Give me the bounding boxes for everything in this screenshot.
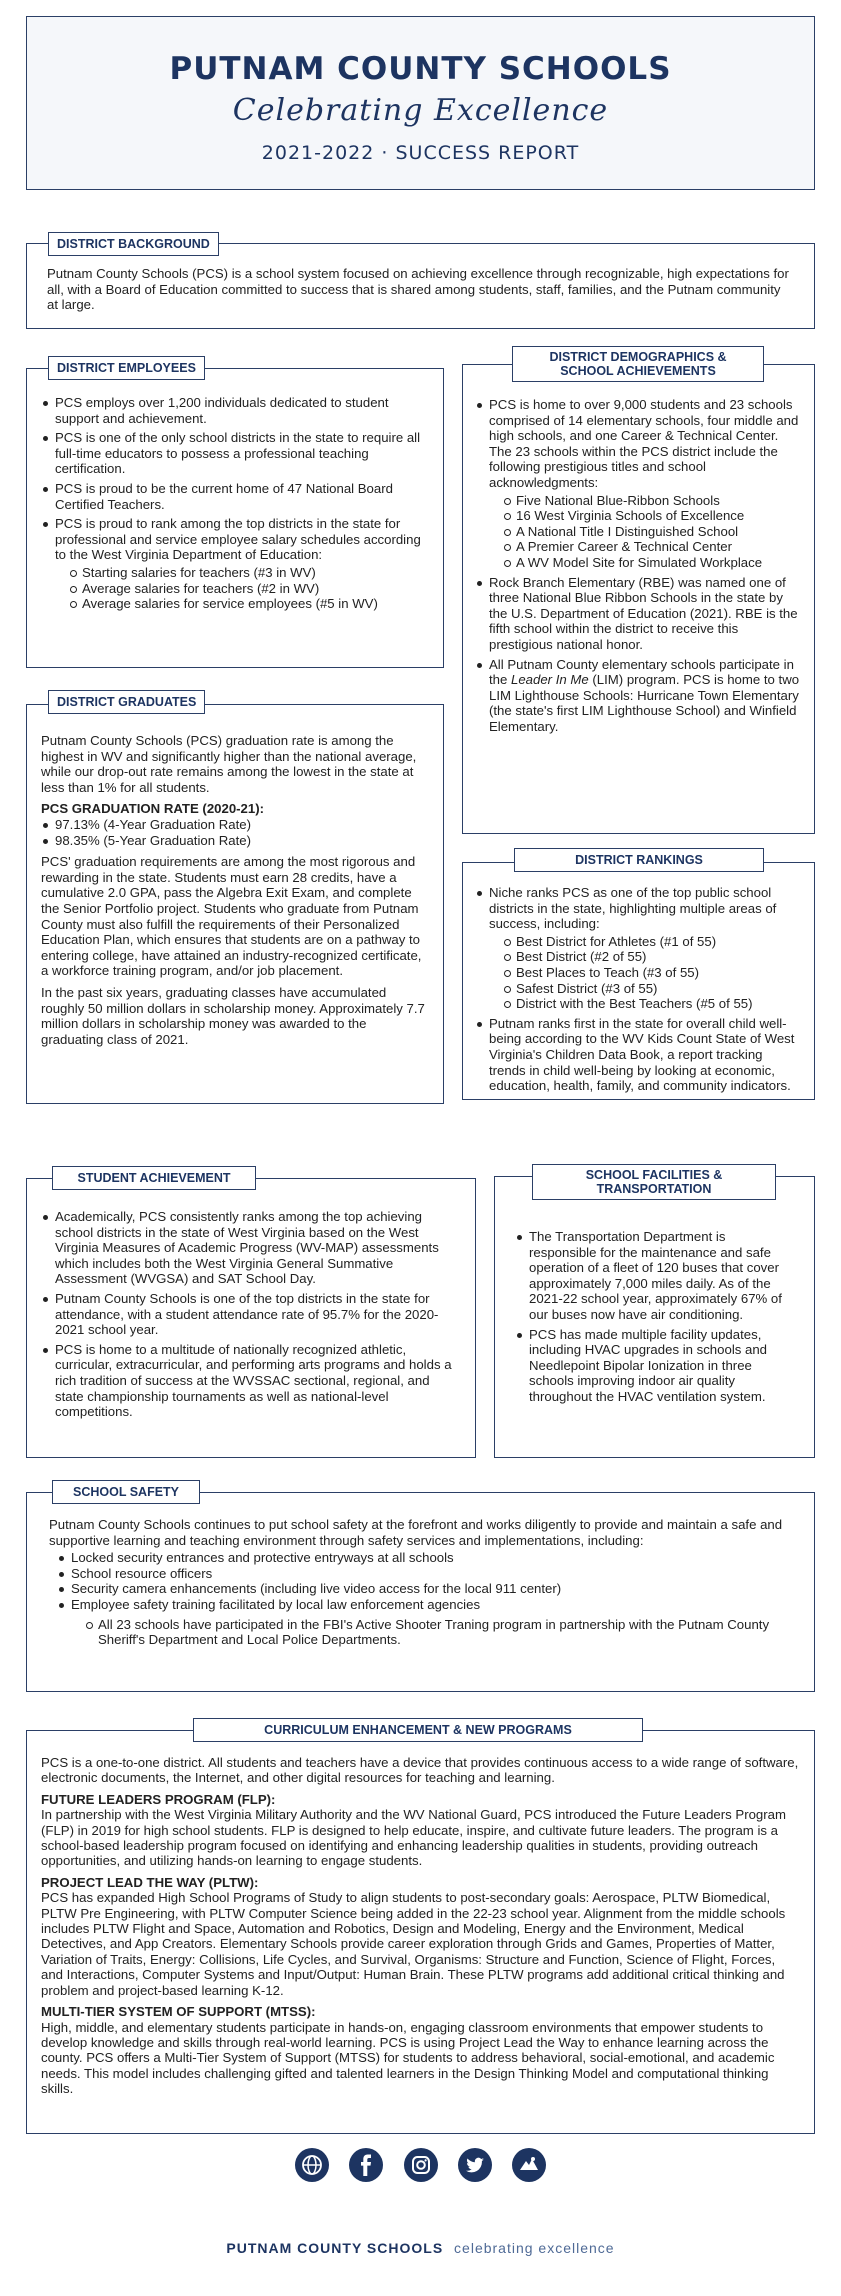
sub-item: Five National Blue-Ribbon Schools xyxy=(503,493,802,509)
report-header xyxy=(26,16,815,190)
sub-item: District with the Best Teachers (#5 of 55) xyxy=(503,996,802,1012)
footer xyxy=(0,2240,841,2256)
list-item: The Transportation Department is responsible for the maintenance and safe operation of a fleet of 120 buses that cover approximately 7,000 miles daily. As of the 2021-22 school year, approximately 67% of our buses now have air conditioning. xyxy=(515,1229,794,1323)
cloud-icon[interactable] xyxy=(512,2148,546,2182)
list-item xyxy=(57,1597,792,1648)
list-item: PCS has made multiple facility updates, including HVAC upgrades in schools and Needlepoint Bipolar Ionization in three schools improving indoor air quality throughout the HVAC ventilation system. xyxy=(515,1327,794,1405)
flp-heading: FUTURE LEADERS PROGRAM (FLP): xyxy=(41,1791,276,1807)
label-line: DISTRICT DEMOGRAPHICS & xyxy=(549,350,727,364)
label-line: TRANSPORTATION xyxy=(596,1182,712,1196)
list-item xyxy=(475,657,802,735)
list-item-text: (LIM) program. PCS is home to two LIM Lighthouse Schools: Hurricane Town Elementary (the state's first LIM Lighthouse School) and Winfield Elementary. xyxy=(489,672,800,734)
safety-label: SCHOOL SAFETY xyxy=(52,1480,200,1504)
sub-item: A Premier Career & Technical Center xyxy=(503,539,802,555)
employees-label: DISTRICT EMPLOYEES xyxy=(48,356,205,380)
facebook-icon[interactable] xyxy=(349,2148,383,2182)
pltw-text: PCS has expanded High School Programs of Study to align students to post-secondary goals: Aerospace, PLTW Biomedical, PLTW Pre Engineering, with PLTW Computer Science being added in the 22-23 school year. Alignment from the middle schools includes PLTW Flight and Space, Automation and Robotics, Design and Modeling, Energy and the Environment, Medical Detectives, and App Creators. Elementary Schools provide career exploration through Grids and Games, Properties of Matter, Variation of Traits, Energy: Collisions, Life Cycles, and Survival, Organisms: Structure and Function, Science of Flight, Forces, and Interactions, Computer Systems and Input/Output: Human Brain. These PLTW programs add additional critical thinking and problem and project-based learning K-12. xyxy=(41,1890,786,1998)
list-item: Academically, PCS consistently ranks among the top achieving school districts in the state of West Virginia based on the West Virginia Measures of Academic Progress (WV-MAP) assessments which includes both the West Virginia General Summative Assessment (WVGSA) and SAT School Day. xyxy=(41,1209,461,1287)
graduates-text: In the past six years, graduating classes have accumulated roughly 50 million dollars in scholarship money. Approximately 7.7 million dollars in scholarship money was awarded to the graduating class of 2021. xyxy=(41,984,425,1047)
facilities-label xyxy=(532,1164,776,1200)
employees-section xyxy=(26,368,444,668)
sub-item: All 23 schools have participated in the FBI's Active Shooter Traning program in partnership with the Putnam County Sheriff's Department and Local Police Departments. xyxy=(85,1617,792,1648)
pltw-heading: PROJECT LEAD THE WAY (PLTW): xyxy=(41,1874,259,1890)
list-item-text: Niche ranks PCS as one of the top public school districts in the state, highlighting multiple areas of success, including: xyxy=(489,885,777,932)
facilities-section xyxy=(494,1176,815,1458)
footer-name: PUTNAM COUNTY SCHOOLS xyxy=(226,2240,444,2256)
list-item: 97.13% (4-Year Graduation Rate) xyxy=(41,817,429,833)
mtss-text: High, middle, and elementary students participate in hands-on, engaging classroom environments that empower students to develop knowledge and skills through real-world learning. PCS is using Project Lead the Way to enhance learning across the county. PCS offers a Multi-Tier System of Support (MTSS) for students to address behavioral, social-emotional, and academic needs. This model includes challenging gifted and talented learners in the Design Thinking Model and computational thinking skills. xyxy=(41,2019,775,2097)
list-item: Rock Branch Elementary (RBE) was named one of three National Blue Ribbon Schools in the state by the U.S. Department of Education (2021). RBE is the fifth school within the district to receive this prestigious national honor. xyxy=(475,575,802,653)
sub-item: A WV Model Site for Simulated Workplace xyxy=(503,555,802,571)
background-label: DISTRICT BACKGROUND xyxy=(48,232,219,256)
safety-section xyxy=(26,1492,815,1692)
curriculum-label: CURRICULUM ENHANCEMENT & NEW PROGRAMS xyxy=(193,1718,643,1742)
page-title: PUTNAM COUNTY SCHOOLS xyxy=(169,51,672,87)
sub-item: Starting salaries for teachers (#3 in WV) xyxy=(69,565,429,581)
achievement-label: STUDENT ACHIEVEMENT xyxy=(52,1166,256,1190)
list-item xyxy=(475,885,802,1012)
report-subtitle: 2021-2022 · SUCCESS REPORT xyxy=(261,142,580,164)
sub-item: Best District for Athletes (#1 of 55) xyxy=(503,934,802,950)
list-item: School resource officers xyxy=(57,1566,792,1582)
demographics-section xyxy=(462,364,815,834)
list-item: PCS is proud to be the current home of 47 National Board Certified Teachers. xyxy=(41,481,429,512)
program-name: Leader In Me xyxy=(511,672,589,688)
footer-tagline: celebrating excellence xyxy=(454,2240,615,2256)
rankings-label: DISTRICT RANKINGS xyxy=(514,848,764,872)
globe-icon[interactable] xyxy=(295,2148,329,2182)
list-item: PCS is one of the only school districts in the state to require all full-time educators to possess a professional teaching certification. xyxy=(41,430,429,477)
mtss-heading: MULTI-TIER SYSTEM OF SUPPORT (MTSS): xyxy=(41,2004,316,2020)
list-item-text: All Putnam County elementary schools participate in the xyxy=(489,656,794,688)
label-line: SCHOOL FACILITIES & xyxy=(585,1168,723,1182)
rankings-section xyxy=(462,862,815,1100)
list-item: Putnam County Schools is one of the top districts in the state for attendance, with a student attendance rate of 95.7% for the 2020-2021 school year. xyxy=(41,1291,461,1338)
sub-item: 16 West Virginia Schools of Excellence xyxy=(503,508,802,524)
script-tagline: Celebrating Excellence xyxy=(232,93,609,128)
sub-item: Average salaries for teachers (#2 in WV) xyxy=(69,581,429,597)
social-links xyxy=(0,2148,841,2182)
list-item: PCS is home to a multitude of nationally recognized athletic, curricular, extracurricular, and performing arts programs and holds a rich tradition of success at the WVSSAC sectional, regional, and state championship tournaments as well as national-level competitions. xyxy=(41,1342,461,1420)
list-item: PCS employs over 1,200 individuals dedicated to student support and achievement. xyxy=(41,395,429,426)
curriculum-intro: PCS is a one-to-one district. All students and teachers have a device that provides continuous access to a wide range of software, electronic documents, the Internet, and other digital resources for teaching and learning. xyxy=(41,1755,799,1786)
curriculum-section xyxy=(26,1730,815,2134)
list-item: Security camera enhancements (including live video access for the local 911 center) xyxy=(57,1581,792,1597)
list-item xyxy=(475,397,802,571)
instagram-icon[interactable] xyxy=(404,2148,438,2182)
flp-text: In partnership with the West Virginia Military Authority and the WV National Guard, PCS introduced the Future Leaders Program (FLP) in 2019 for high school students. FLP is designed to help educate, inspire, and cultivate future leaders. The program is a school-based leadership program focused on identifying and enhancing leadership qualities in students, providing outreach opportunities, and utilizing hands-on learning to engage students. xyxy=(41,1807,786,1869)
list-item: Putnam ranks first in the state for overall child well-being according to the WV Kids Count State of West Virginia's Children Data Book, a report tracking trends in child well-being by looking at economic, education, health, family, and community indicators. xyxy=(475,1016,802,1094)
sub-item: Average salaries for service employees (#5 in WV) xyxy=(69,596,429,612)
list-item: Locked security entrances and protective entryways at all schools xyxy=(57,1550,792,1566)
safety-intro: Putnam County Schools continues to put school safety at the forefront and works diligently to provide and maintain a safe and supportive learning and teaching environment through safety services and implementations, including: xyxy=(49,1517,783,1548)
list-item-text: PCS is proud to rank among the top districts in the state for professional and service employee salary schedules according to the West Virginia Department of Education: xyxy=(55,516,421,563)
list-item-text: Employee safety training facilitated by local law enforcement agencies xyxy=(71,1596,481,1612)
achievement-section xyxy=(26,1178,476,1458)
sub-item: Safest District (#3 of 55) xyxy=(503,981,802,997)
background-text: Putnam County Schools (PCS) is a school system focused on achieving excellence through recognizable, high expectations for all, with a Board of Education committed to success that is shared among students, staff, families, and the Putnam community at large. xyxy=(47,266,789,313)
graduates-label: DISTRICT GRADUATES xyxy=(48,690,205,714)
graduates-text: PCS' graduation requirements are among the most rigorous and rewarding in the state. Students must earn 28 credits, have a cumulative 2.0 GPA, pass the Algebra Exit Exam, and complete the Senior Portfolio project. Students who graduate from Putnam County must also fulfill the requirements of their Personalized Education Plan, which ensures that students are on a pathway to entering college, have attained an industry-recognized certificate, a workforce training program, and/or job placement. xyxy=(41,854,422,979)
graduates-text: Putnam County Schools (PCS) graduation rate is among the highest in WV and significantly higher than the national average, while our drop-out rate remains among the lowest in the state at less than 1% for all students. xyxy=(41,733,417,795)
label-line: SCHOOL ACHIEVEMENTS xyxy=(560,364,716,378)
list-item xyxy=(41,516,429,612)
list-item-text: PCS is home to over 9,000 students and 23 schools comprised of 14 elementary schools, four middle and high schools, and one Career & Technical Center. The 23 schools within the PCS district include the following prestigious titles and school acknowledgments: xyxy=(489,397,799,490)
list-item: 98.35% (5-Year Graduation Rate) xyxy=(41,833,429,849)
sub-item: Best Places to Teach (#3 of 55) xyxy=(503,965,802,981)
sub-item: A National Title I Distinguished School xyxy=(503,524,802,540)
graduation-rate-heading: PCS GRADUATION RATE (2020-21): xyxy=(41,801,264,817)
sub-item: Best District (#2 of 55) xyxy=(503,949,802,965)
twitter-icon[interactable] xyxy=(458,2148,492,2182)
graduates-section xyxy=(26,704,444,1104)
demographics-label xyxy=(512,346,764,382)
